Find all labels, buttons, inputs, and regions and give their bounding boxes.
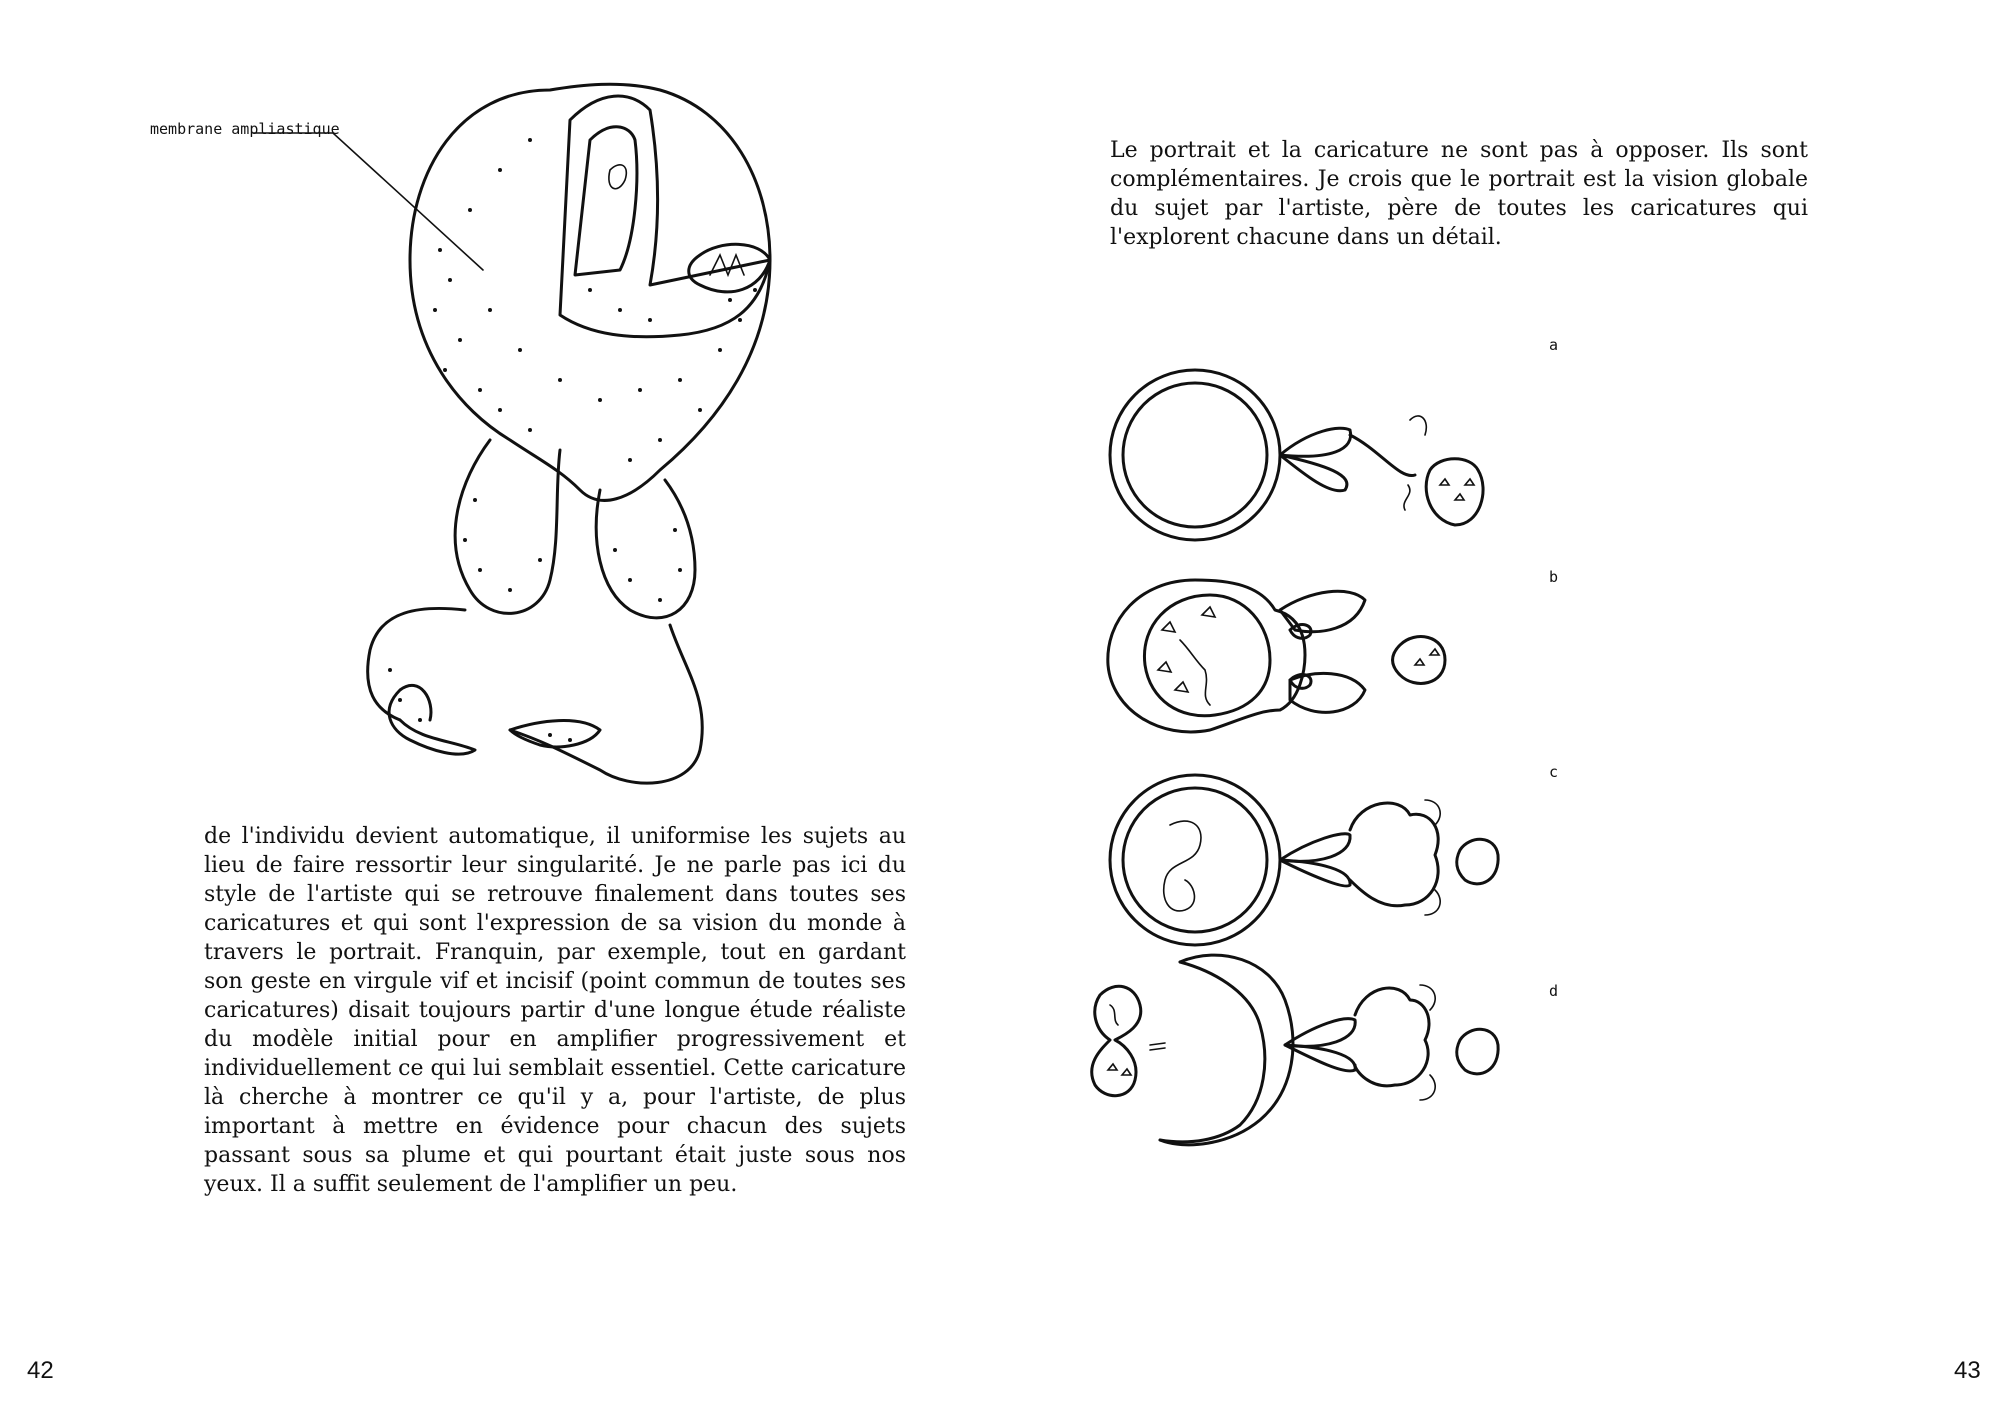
cut-section — [560, 96, 770, 337]
membrane-illustration — [300, 50, 820, 770]
creature-right-tail — [510, 625, 702, 783]
right-page — [1000, 0, 2000, 1419]
right-body-text — [1110, 136, 1808, 252]
figure-c — [1100, 770, 1520, 950]
left-body-text — [204, 822, 906, 1199]
right-paragraph: Le portrait et la caricature ne sont pas à opposer. Ils sont complémentaires. Je crois que le portrait est la vision globale du sujet par l'artiste, père de toutes les caricatures qui l'explorent chacune dans un détail. — [1110, 138, 1808, 250]
figure-a — [1100, 360, 1520, 550]
figure-d — [1070, 950, 1530, 1150]
inner-cavity — [575, 127, 637, 275]
figure-label-c: c — [1549, 763, 1559, 781]
creature-left-tail-tip — [389, 685, 475, 754]
figure-b — [1100, 570, 1520, 740]
page-number-left: 42 — [27, 1357, 54, 1384]
left-paragraph: de l'individu devient automatique, il uniformise les sujets au lieu de faire ressortir leur singularité. Je ne parle pas ici du style de l'artiste qui se retrouve finalement dans toutes ses caricatures et qui sont l'expression de sa vision du monde à travers le portrait. Franquin, par exemple, tout en gardant son geste en virgule vif et incisif (point commun de toutes ses caricatures) disait toujours partir d'une longue étude réaliste du modèle initial pour en amplifier progressivement et individuellement ce qui lui semblait essentiel. Cette caricature là cherche à montrer ce qu'il y a, pour l'artiste, de plus important à mettre en évidence pour chacun des sujets passant sous sa plume et qui pourtant était juste sous nos yeux. Il a suffit seulement de l'amplifier un peu. — [204, 824, 906, 1197]
creature-left-tail — [368, 608, 465, 720]
callout-leader-line — [253, 133, 483, 270]
callout-label: membrane ampliastique — [150, 120, 340, 138]
figure-label-b: b — [1549, 568, 1559, 586]
page-number-right: 43 — [1954, 1357, 1981, 1384]
creature-left-leg — [455, 440, 560, 613]
stipple-shading — [388, 138, 757, 742]
figure-label-a: a — [1549, 336, 1559, 354]
figure-label-d: d — [1549, 982, 1559, 1000]
